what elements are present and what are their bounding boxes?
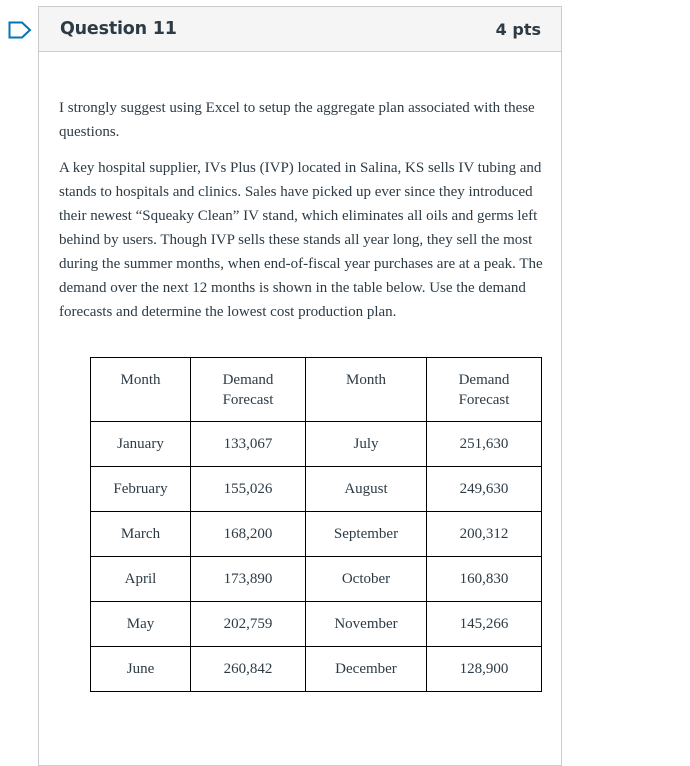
table-cell-demand: 128,900 xyxy=(427,647,542,692)
table-cell-demand: 200,312 xyxy=(427,512,542,557)
table-cell-demand: 133,067 xyxy=(191,422,306,467)
table-cell-demand: 202,759 xyxy=(191,602,306,647)
question-card xyxy=(38,6,562,766)
table-row xyxy=(91,467,542,512)
table-row xyxy=(91,602,542,647)
table-row xyxy=(91,557,542,602)
table-cell-month: January xyxy=(91,422,191,467)
table-cell-month: December xyxy=(306,647,427,692)
table-header-cell xyxy=(191,358,306,422)
table-cell-demand: 173,890 xyxy=(191,557,306,602)
question-title: Question 11 xyxy=(60,19,177,39)
table-row xyxy=(91,512,542,557)
table-cell-demand: 145,266 xyxy=(427,602,542,647)
table-header-cell: Month xyxy=(306,358,427,422)
table-cell-demand: 168,200 xyxy=(191,512,306,557)
table-cell-demand: 155,026 xyxy=(191,467,306,512)
table-row xyxy=(91,647,542,692)
question-points: 4 pts xyxy=(495,19,541,39)
flag-question-icon[interactable] xyxy=(8,21,32,39)
table-cell-month: September xyxy=(306,512,427,557)
table-header-cell: Month xyxy=(91,358,191,422)
table-cell-month: October xyxy=(306,557,427,602)
table-cell-month: June xyxy=(91,647,191,692)
question-paragraph: I strongly suggest using Excel to setup the aggregate plan associated with these questions. xyxy=(59,100,535,140)
table-header-row xyxy=(91,358,542,422)
table-cell-month: March xyxy=(91,512,191,557)
question-text xyxy=(59,96,547,336)
table-cell-demand: 260,842 xyxy=(191,647,306,692)
table-header-cell xyxy=(427,358,542,422)
table-cell-demand: 249,630 xyxy=(427,467,542,512)
table-cell-month: May xyxy=(91,602,191,647)
table-cell-demand: 160,830 xyxy=(427,557,542,602)
header-label: Demand Forecast xyxy=(222,372,274,408)
table-cell-month: July xyxy=(306,422,427,467)
question-header xyxy=(39,7,561,52)
table-cell-demand: 251,630 xyxy=(427,422,542,467)
table-cell-month: April xyxy=(91,557,191,602)
header-label: Demand Forecast xyxy=(458,372,510,408)
table-cell-month: February xyxy=(91,467,191,512)
table-row xyxy=(91,422,542,467)
table-cell-month: November xyxy=(306,602,427,647)
question-paragraph: A key hospital supplier, IVs Plus (IVP) located in Salina, KS sells IV tubing and stands to hospitals and clinics. Sales have picked up ever since they introduced their newest “Squeaky Clean” IV stand, which eliminates all oils and germs left behind by users. Though IVP sells these stands all year long, they sell the most during the summer months, when end-of-fiscal year purchases are at a peak. The demand over the next 12 months is shown in the table below. Use the demand forecasts and determine the lowest cost production plan. xyxy=(59,160,543,320)
table-cell-month: August xyxy=(306,467,427,512)
demand-forecast-table xyxy=(90,357,542,692)
